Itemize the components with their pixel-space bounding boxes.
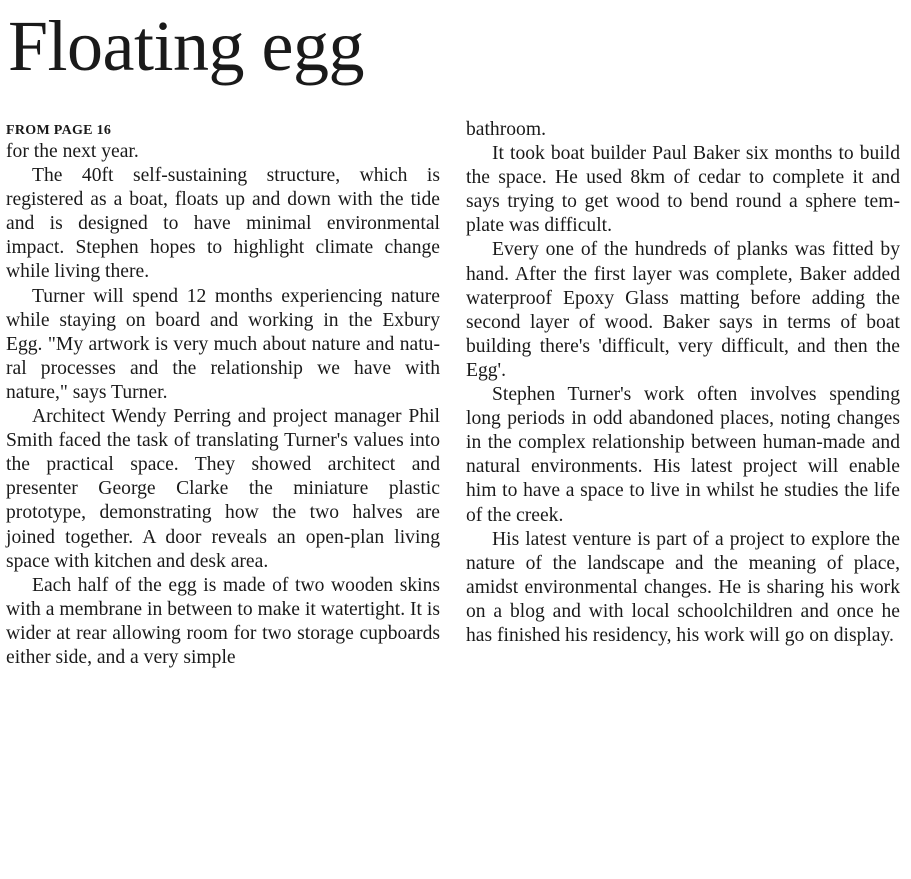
article-column-left <box>6 118 440 670</box>
continued-from-kicker: FROM PAGE 16 <box>6 123 112 138</box>
headline: Floating egg <box>8 6 364 86</box>
paragraph: Every one of the hundreds of planks was fitted by hand. After the first layer was complete, Baker added waterproof Epoxy Glass matting before adding the second layer of wood. Baker says in terms of boat building there's 'difficult, very difficult, and then the Egg'. <box>466 239 900 381</box>
paragraph: Stephen Turner's work often involves spending long periods in odd abandoned places, noting changes in the complex relationship between human-made and natural environments. His latest project will enable him to have a space to live in whilst he studies the life of the creek. <box>466 384 900 526</box>
paragraph: Turner will spend 12 months experiencing nature while staying on board and working in the Exbury Egg. "My artwork is very much about nature and natural processes and the relationship we have with nature," says Turner. <box>6 285 440 403</box>
paragraph: for the next year. <box>6 141 139 162</box>
paragraph: His latest venture is part of a project to explore the nature of the landscape and the meaning of place, amidst environmental changes. He is sharing his work on a blog and with local schoolchildren and once he has finished his residency, his work will go on display. <box>466 528 900 646</box>
paragraph: bathroom. <box>466 119 546 140</box>
paragraph: Architect Wendy Perring and project manager Phil Smith faced the task of translating Turner's values into the practical space. They showed architect and presenter George Clarke the miniature plastic prototype, demonstrating how the two halves are joined together. A door reveals an open-plan living space with kitchen and desk area. <box>6 406 440 572</box>
paragraph: Each half of the egg is made of two wooden skins with a membrane in between to make it watertight. It is wider at rear allowing room for two storage cupboards either side, and a very simple <box>6 574 440 668</box>
paragraph: It took boat builder Paul Baker six months to build the space. He used 8km of cedar to complete it and says trying to get wood to bend round a sphere template was difficult. <box>466 143 900 237</box>
paragraph: The 40ft self-sustaining structure, which is registered as a boat, floats up and down with the tide and is designed to have minimal environmental impact. Stephen hopes to highlight climate change while living there. <box>6 165 440 283</box>
article-column-right <box>466 118 900 648</box>
